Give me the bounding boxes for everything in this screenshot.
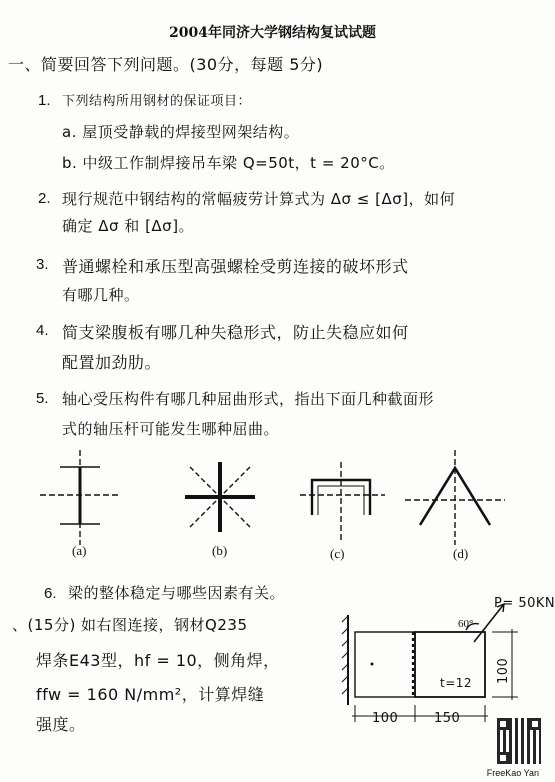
q2-number: 2. bbox=[38, 190, 51, 207]
section2-line2: 焊条E43型，hf = 10，侧角焊， bbox=[36, 651, 280, 670]
q6-text: 梁的整体稳定与哪些因素有关。 bbox=[68, 584, 286, 602]
q4-number: 4. bbox=[36, 322, 49, 339]
page-title: 2004年同济大学钢结构复试试题 bbox=[169, 25, 376, 41]
section2-line4: 强度。 bbox=[36, 715, 86, 734]
q4-line2: 配置加劲肋。 bbox=[62, 353, 162, 372]
section2-line1: 、(15分) 如右图连接，钢材Q235 bbox=[12, 616, 248, 634]
q1-item-b: b. 中级工作制焊接吊车梁 Q=50t，t = 20°C。 bbox=[62, 154, 395, 172]
q3-number: 3. bbox=[36, 256, 49, 273]
dim-width-left: 100 bbox=[372, 711, 399, 726]
dim-width-right: 150 bbox=[434, 711, 461, 726]
q2-line2: 确定 Δσ 和 [Δσ]。 bbox=[62, 217, 195, 235]
angle-label: 60° bbox=[458, 618, 474, 630]
dim-height: 100 bbox=[496, 657, 511, 684]
force-label: P= 50KN bbox=[494, 596, 555, 611]
q5-line1: 轴心受压构件有哪几种屈曲形式，指出下面几种截面形 bbox=[62, 390, 435, 408]
footer-watermark: FreeKao Yan bbox=[486, 768, 539, 778]
q6-number: 6. bbox=[44, 585, 57, 602]
caption-a: (a) bbox=[72, 543, 87, 558]
q1-number: 1. bbox=[38, 92, 51, 109]
q1-text: 下列结构所用钢材的保证项目： bbox=[62, 94, 252, 109]
caption-d: (d) bbox=[453, 546, 469, 561]
q5-line2: 式的轴压杆可能发生哪种屈曲。 bbox=[62, 420, 280, 438]
caption-b: (b) bbox=[212, 543, 228, 558]
qr-code bbox=[497, 718, 541, 764]
thickness-label: t=12 bbox=[440, 676, 473, 690]
section2-line3: ffw = 160 N/mm²，计算焊缝 bbox=[36, 685, 265, 704]
caption-c: (c) bbox=[330, 546, 345, 561]
q1-item-a: a. 屋顶受静载的焊接型网架结构。 bbox=[62, 123, 300, 141]
q5-number: 5. bbox=[36, 390, 49, 407]
q3-line1: 普通螺栓和承压型高强螺栓受剪连接的破坏形式 bbox=[62, 257, 409, 276]
section1-heading: 一、简要回答下列问题。(30分，每题 5分) bbox=[8, 55, 324, 74]
q4-line1: 简支梁腹板有哪几种失稳形式，防止失稳应如何 bbox=[62, 323, 409, 342]
q2-line1: 现行规范中钢结构的常幅疲劳计算式为 Δσ ≤ [Δσ]，如何 bbox=[62, 190, 456, 208]
q3-line2: 有哪几种。 bbox=[62, 286, 140, 304]
